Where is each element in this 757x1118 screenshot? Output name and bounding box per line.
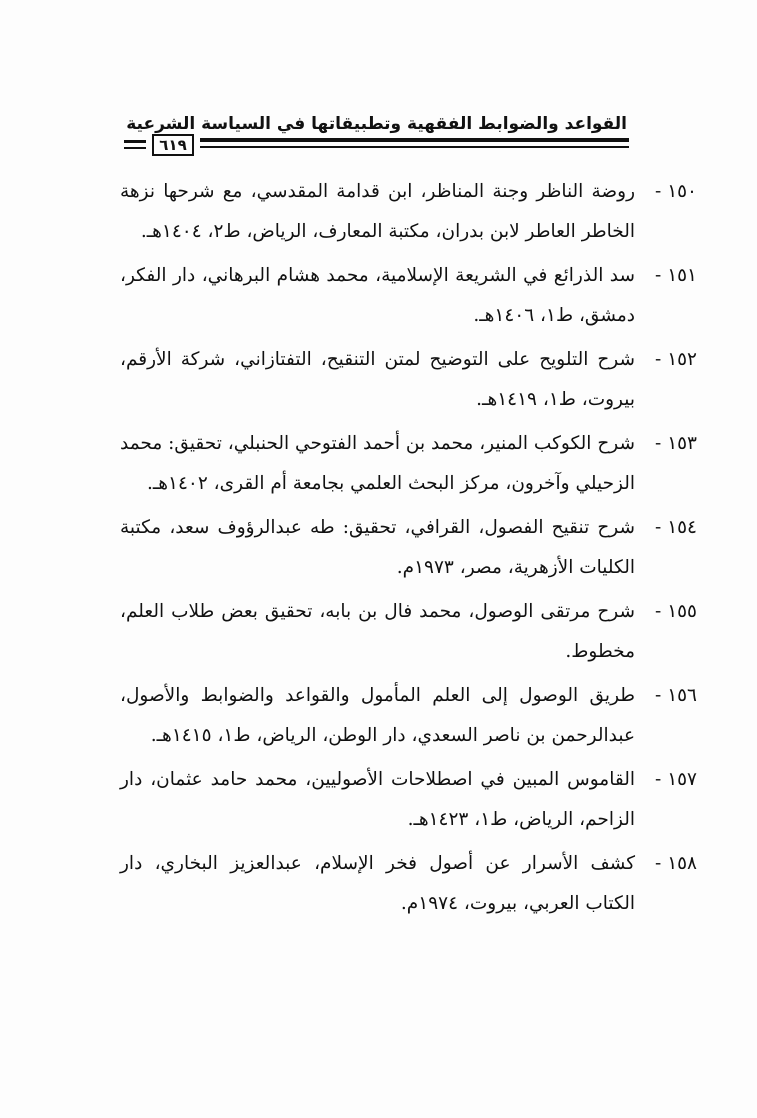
entry-text: شرح التلويح على التوضيح لمتن التنقيح، التفتازاني، شركة الأرقم، بيروت، ط١، ١٤١٩هـ. [120,349,635,410]
running-header-title: القواعد والضوابط الفقهية وتطبيقاتها في السياسة الشرعية [126,114,627,134]
entry-number: ١٥٣ - [655,433,697,454]
entry-text: طريق الوصول إلى العلم المأمول والقواعد والضوابط والأصول، عبدالرحمن بن ناصر السعدي، دار الوطن، الرياض، ط١، ١٤١٥هـ. [120,685,635,746]
bibliography-entry [120,340,697,420]
header-rule [200,138,629,142]
entry-text: روضة الناظر وجنة المناظر، ابن قدامة المقدسي، مع شرحها نزهة الخاطر العاطر لابن بدران، مكتبة المعارف، الرياض، ط٢، ١٤٠٤هـ. [120,181,635,242]
entry-number: ١٥٦ - [655,685,697,706]
bibliography-list [120,172,697,928]
entry-text: شرح مرتقى الوصول، محمد فال بن بابه، تحقيق بعض طلاب العلم، مخطوط. [120,601,635,662]
bibliography-entry [120,172,697,252]
entry-number: ١٥٨ - [655,853,697,874]
entry-text: كشف الأسرار عن أصول فخر الإسلام، عبدالعزيز البخاري، دار الكتاب العربي، بيروت، ١٩٧٤م. [120,853,635,914]
header-dash [124,140,146,143]
entry-number: ١٥٧ - [655,769,697,790]
bibliography-entry [120,760,697,840]
entry-number: ١٥٥ - [655,601,697,622]
entry-text: شرح تنقيح الفصول، القرافي، تحقيق: طه عبدالرؤوف سعد، مكتبة الكليات الأزهرية، مصر، ١٩٧٣م. [120,517,635,578]
bibliography-entry [120,256,697,336]
bibliography-entry [120,844,697,924]
header-rule-thin [200,146,629,148]
entry-number: ١٥٠ - [655,181,697,202]
bibliography-entry [120,592,697,672]
bibliography-entry [120,508,697,588]
entry-text: القاموس المبين في اصطلاحات الأصوليين، محمد حامد عثمان، دار الزاحم، الرياض، ط١، ١٤٢٣هـ. [120,769,635,830]
page-number: ٦١٩ [152,134,194,156]
bibliography-entry [120,676,697,756]
entry-number: ١٥١ - [655,265,697,286]
entry-text: شرح الكوكب المنير، محمد بن أحمد الفتوحي الحنبلي، تحقيق: محمد الزحيلي وآخرون، مركز البحث العلمي بجامعة أم القرى، ١٤٠٢هـ. [120,433,635,494]
header-dash-thin [124,147,146,149]
bibliography-entry [120,424,697,504]
entry-number: ١٥٢ - [655,349,697,370]
entry-text: سد الذرائع في الشريعة الإسلامية، محمد هشام البرهاني، دار الفكر، دمشق، ط١، ١٤٠٦هـ. [120,265,635,326]
entry-number: ١٥٤ - [655,517,697,538]
